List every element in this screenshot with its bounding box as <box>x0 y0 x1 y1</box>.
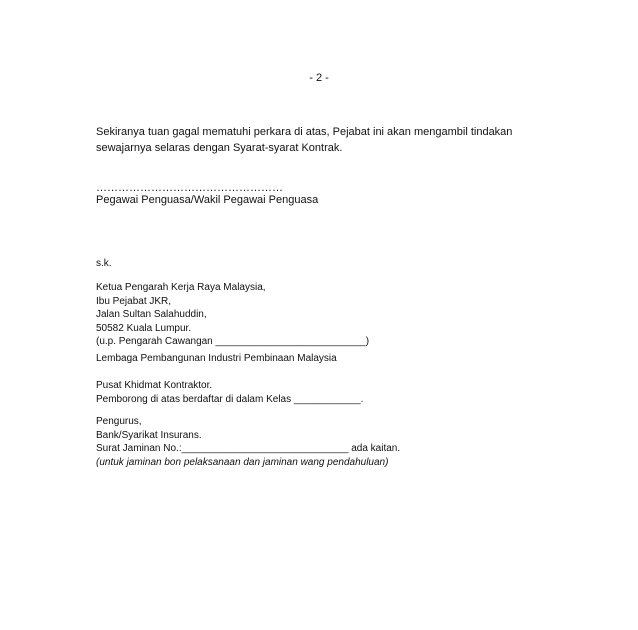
cc-label-text: s.k. <box>96 258 112 269</box>
cc-pengurus <box>96 415 556 469</box>
cc-pengurus-line-3: Surat Jaminan No.:______________________________ ada kaitan. <box>96 443 401 455</box>
cc-pengurus-line-4: (untuk jaminan bon pelaksanaan dan jaminan wang pendahuluan) <box>96 456 389 468</box>
cc-pusat-line-1: Pusat Khidmat Kontraktor. <box>96 380 213 391</box>
cc-ketua-line-4: 50582 Kuala Lumpur. <box>96 322 192 334</box>
cc-lembaga <box>96 352 556 366</box>
cc-label <box>96 257 556 271</box>
cc-ketua-line-1: Ketua Pengarah Kerja Raya Malaysia, <box>96 282 266 293</box>
cc-pusat-khidmat <box>96 379 556 406</box>
cc-lembaga-text: Lembaga Pembangunan Industri Pembinaan Malaysia <box>96 353 337 364</box>
cc-ketua-line-3: Jalan Sultan Salahuddin, <box>96 309 207 321</box>
cc-pengurus-line-1: Pengurus, <box>96 416 142 427</box>
cc-ketua-line-2: Ibu Pejabat JKR, <box>96 295 172 307</box>
cc-ketua-line-5: (u.p. Pengarah Cawangan ___________________________) <box>96 336 370 348</box>
page-number: - 2 - <box>309 72 329 84</box>
main-paragraph-line-1: Sekiranya tuan gagal mematuhi perkara di atas, Pejabat ini akan mengambil tindakan <box>96 126 513 138</box>
main-paragraph <box>96 124 556 156</box>
cc-ketua-pengarah <box>96 281 556 349</box>
main-paragraph-line-2: sewajarnya selaras dengan Syarat-syarat Kontrak. <box>96 142 343 154</box>
cc-pengurus-line-2: Bank/Syarikat Insurans. <box>96 429 202 441</box>
signature-dotted-line: …………………………………………… <box>96 182 283 194</box>
cc-pusat-line-2: Pemborong di atas berdaftar di dalam Kelas ____________. <box>96 393 364 405</box>
signature-title: Pegawai Penguasa/Wakil Pegawai Penguasa <box>96 194 319 206</box>
